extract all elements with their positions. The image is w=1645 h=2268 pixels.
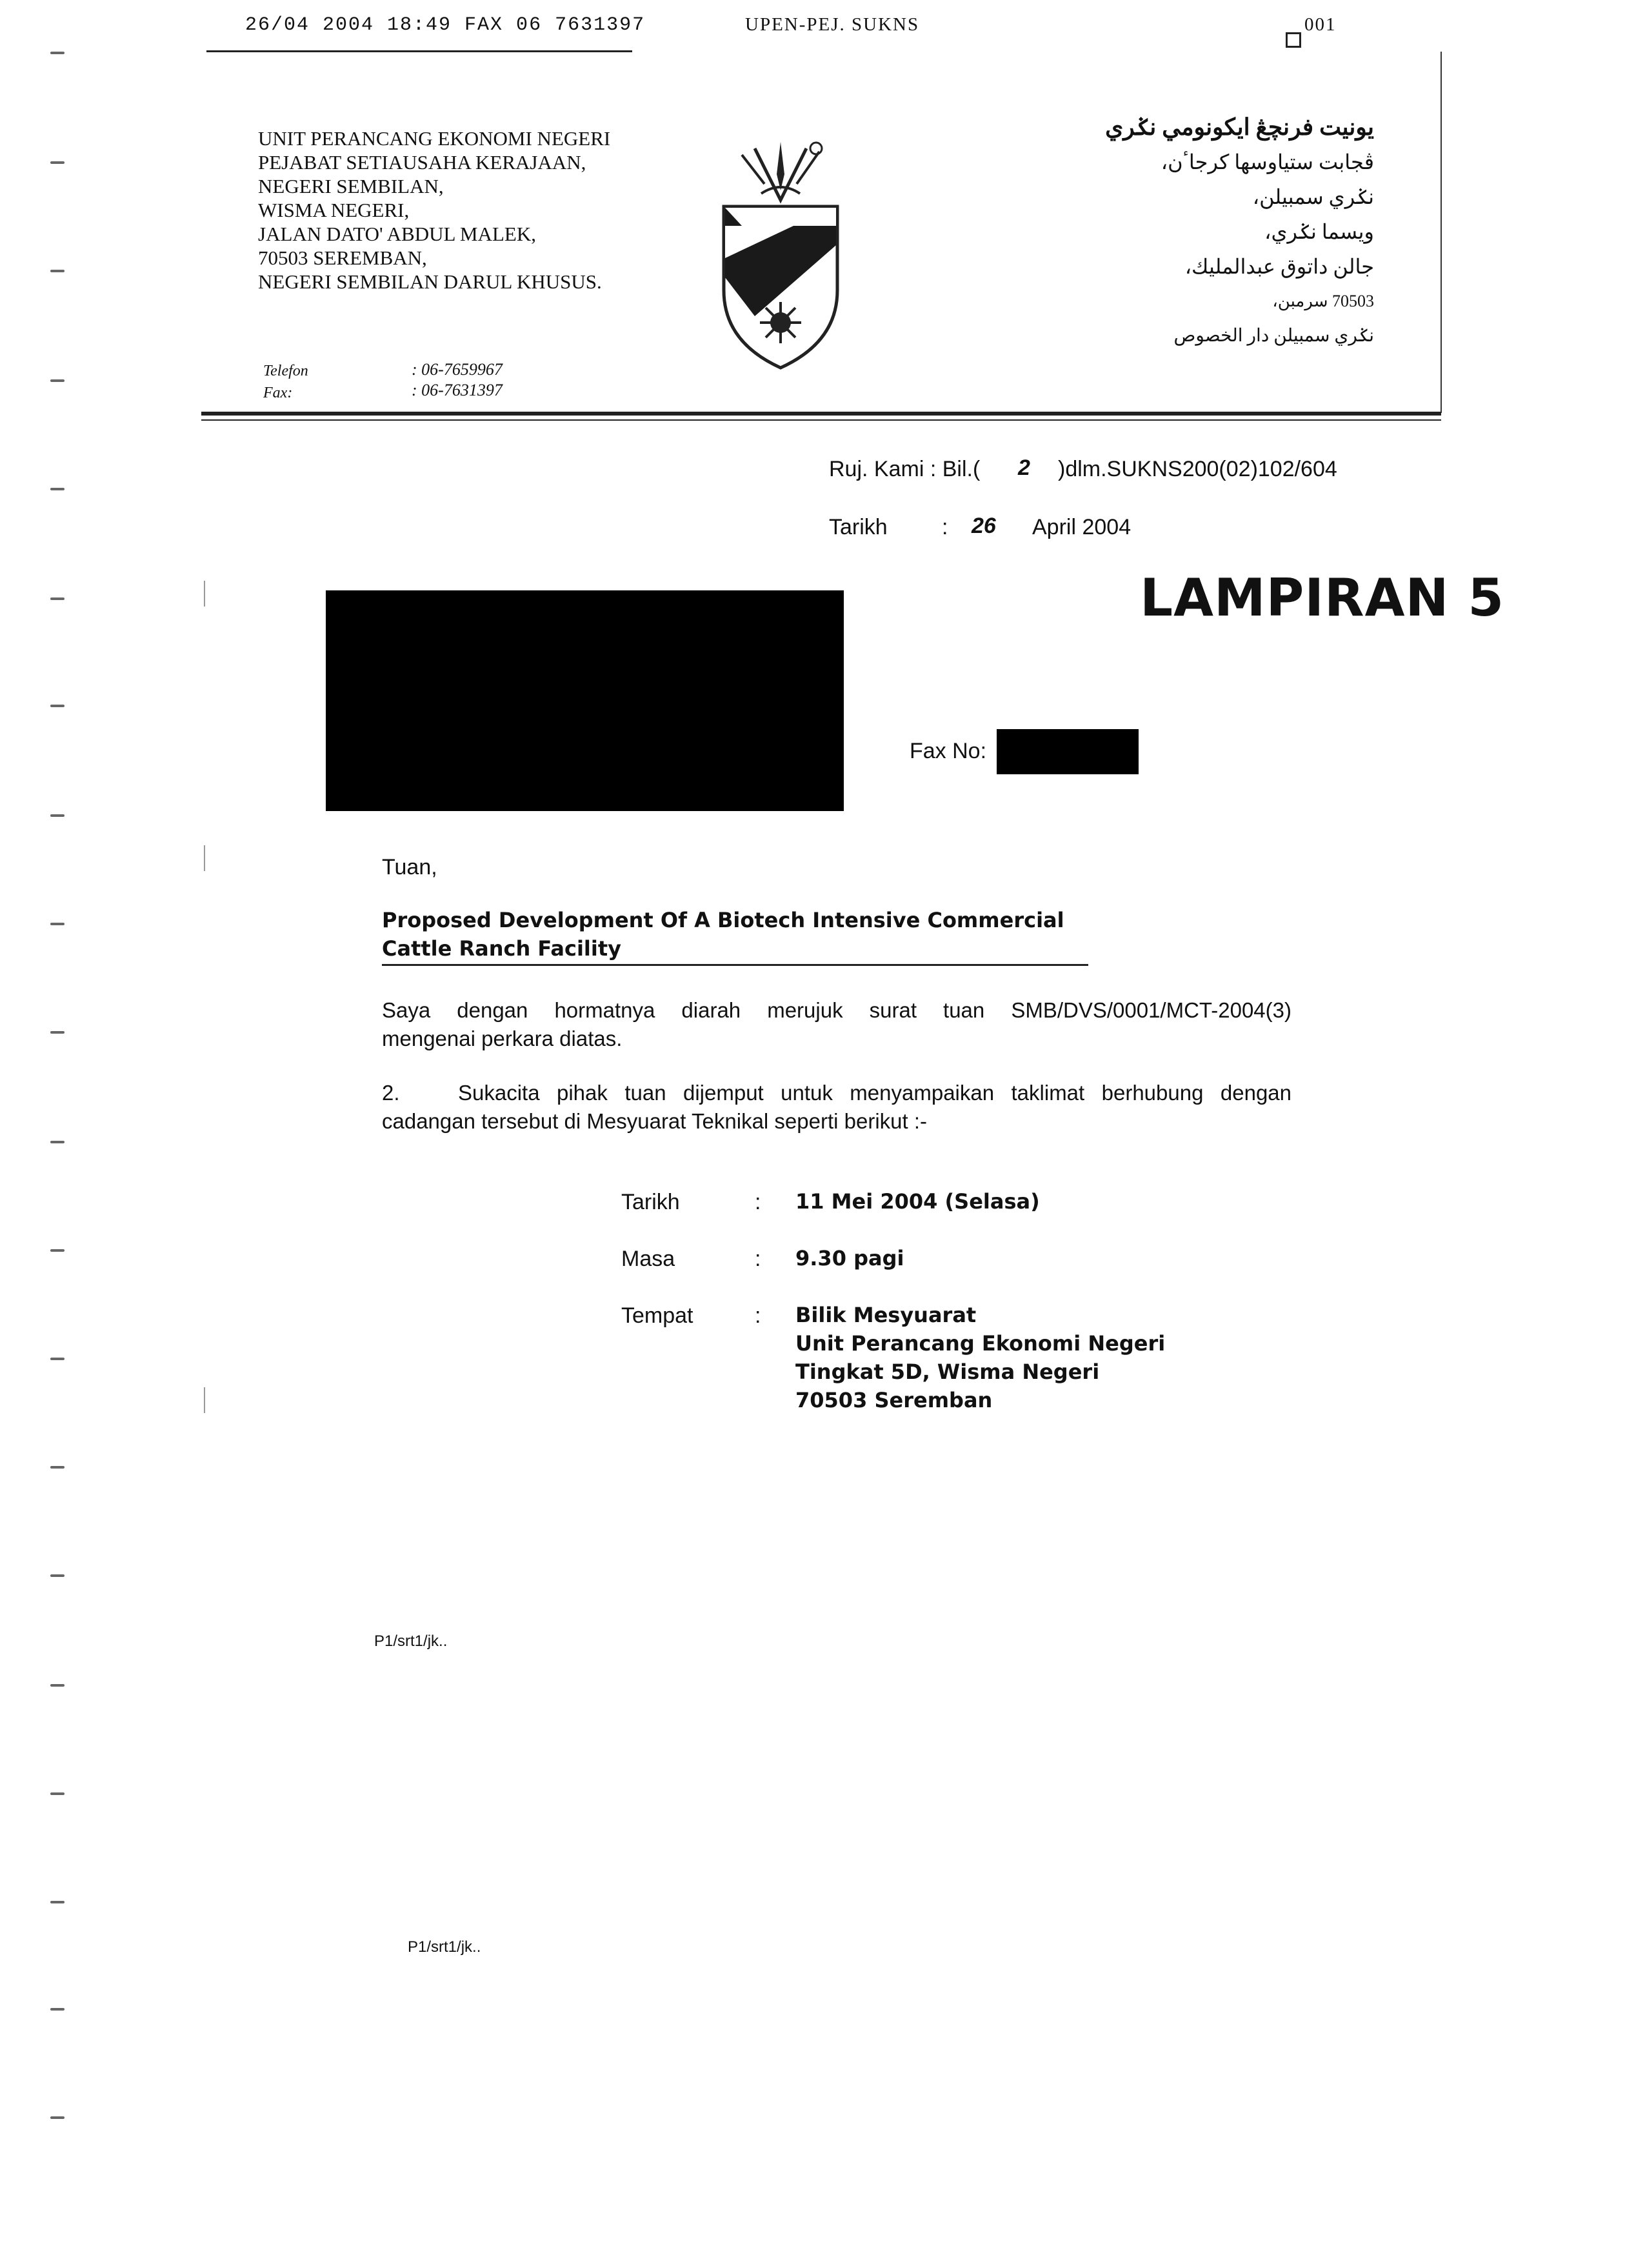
jawi-line: نݢري سمبيلن دار الخصوص: [1173, 326, 1374, 346]
fax-no-label: Fax No:: [910, 739, 987, 763]
binder-hole: [50, 1466, 65, 1469]
binder-hole: [50, 923, 65, 925]
redacted-fax-number: [997, 729, 1139, 774]
meeting-tempat-label: Tempat: [621, 1303, 693, 1328]
tarikh-label: Tarikh: [829, 515, 888, 539]
address-line: NEGERI SEMBILAN DARUL KHUSUS.: [258, 270, 602, 293]
meeting-masa-colon: :: [755, 1247, 761, 1271]
binder-hole: [50, 1792, 65, 1795]
meeting-masa-value: 9.30 pagi: [795, 1246, 904, 1270]
tarikh-colon: :: [942, 515, 948, 539]
meeting-tarikh-value: 11 Mei 2004 (Selasa): [795, 1189, 1040, 1214]
binder-hole: [50, 2116, 65, 2119]
binder-hole: [50, 270, 65, 272]
binder-hole: [50, 488, 65, 490]
footer-ref-1: P1/srt1/jk..: [374, 1632, 448, 1650]
binder-hole: [50, 161, 65, 164]
jawi-line: جالن داتوق عبدالمليك،: [1184, 255, 1374, 278]
letterhead-border: [1441, 52, 1442, 413]
binder-hole: [50, 1358, 65, 1360]
fax-label: Fax:: [263, 385, 293, 401]
letterhead-jawi: [1105, 110, 1374, 354]
tempat-line: 70503 Seremban: [795, 1388, 993, 1412]
tarikh-day: 26: [972, 514, 996, 538]
binder-hole: [50, 597, 65, 600]
binder-hole: [50, 379, 65, 382]
binder-hole: [50, 1684, 65, 1687]
jawi-line: 70503 سرمبن،: [1272, 292, 1374, 310]
binder-hole: [50, 705, 65, 707]
margin-mark: [204, 845, 205, 871]
margin-mark: [204, 1387, 205, 1413]
tempat-line: Bilik Mesyuarat: [795, 1303, 977, 1327]
lampiran-label: LAMPIRAN 5: [1140, 568, 1504, 628]
salutation: Tuan,: [382, 855, 437, 879]
paragraph-1-line-1: Saya dengan hormatnya diarah merujuk surat tuan SMB/DVS/0001/MCT-2004(3): [382, 998, 1291, 1022]
ruj-kami-reference: )dlm.SUKNS200(02)102/604: [1058, 457, 1337, 481]
paragraph-1-line-2: mengenai perkara diatas.: [382, 1027, 623, 1050]
paragraph-2-line-2: cadangan tersebut di Mesyuarat Teknikal seperti berikut :-: [382, 1109, 928, 1133]
tempat-line: Tingkat 5D, Wisma Negeri: [795, 1360, 1100, 1384]
jawi-line: ڤجابت ستياوسها كرجاٴن،: [1161, 150, 1374, 174]
meeting-tarikh-colon: :: [755, 1190, 761, 1214]
address-line: JALAN DATO' ABDUL MALEK,: [258, 223, 536, 245]
address-line: WISMA NEGERI,: [258, 199, 410, 221]
fax-header-rule: [206, 50, 632, 52]
binder-hole: [50, 52, 65, 54]
subject-line-2: Cattle Ranch Facility: [382, 936, 621, 961]
fax-header-left: 26/04 2004 18:49 FAX 06 7631397: [245, 14, 646, 36]
meeting-tempat-address: [795, 1301, 1165, 1414]
letterhead-address: [258, 126, 610, 294]
footer-ref-2: P1/srt1/jk..: [408, 1938, 481, 1956]
jawi-line: يونيت فرنچڠ ايكونومي نݢري: [1105, 114, 1374, 140]
binder-hole: [50, 814, 65, 817]
letterhead-rule: [201, 412, 1441, 416]
address-line: NEGERI SEMBILAN,: [258, 175, 444, 197]
ruj-kami-label: Ruj. Kami : Bil.(: [829, 457, 981, 481]
fax-header-center: UPEN-PEJ. SUKNS: [745, 14, 920, 35]
subject-line-1: Proposed Development Of A Biotech Intensive Commercial: [382, 908, 1064, 932]
margin-mark: [204, 581, 205, 607]
binder-hole: [50, 2008, 65, 2011]
address-line: 70503 SEREMBAN,: [258, 246, 427, 269]
address-line: PEJABAT SETIAUSAHA KERAJAAN,: [258, 151, 586, 174]
tarikh-month-year: April 2004: [1032, 515, 1132, 539]
fax-value: : 06-7631397: [412, 381, 503, 399]
fax-page-icon: [1286, 32, 1301, 48]
binder-hole: [50, 1249, 65, 1252]
binder-hole: [50, 1031, 65, 1034]
ruj-bil-number: 2: [1018, 456, 1030, 480]
jawi-line: نݢري سمبيلن،: [1252, 185, 1374, 208]
binder-hole: [50, 1141, 65, 1143]
binder-hole: [50, 1901, 65, 1903]
tempat-line: Unit Perancang Ekonomi Negeri: [795, 1331, 1166, 1356]
redacted-recipient-address: [326, 590, 844, 811]
state-crest-logo: [716, 129, 845, 387]
paragraph-2-line-1: Sukacita pihak tuan dijemput untuk menyampaikan taklimat berhubung dengan: [458, 1081, 1291, 1105]
fax-header-page: 001: [1304, 14, 1337, 35]
binder-hole: [50, 1574, 65, 1577]
jawi-line: ويسما نݢري،: [1264, 220, 1374, 243]
subject-underline: [382, 964, 1088, 966]
telefon-value: : 06-7659967: [412, 360, 503, 379]
meeting-tarikh-label: Tarikh: [621, 1190, 680, 1214]
meeting-tempat-colon: :: [755, 1303, 761, 1328]
meeting-masa-label: Masa: [621, 1247, 675, 1271]
telefon-label: Telefon: [263, 363, 308, 379]
address-line: UNIT PERANCANG EKONOMI NEGERI: [258, 127, 611, 150]
letterhead-rule-thin: [201, 419, 1441, 421]
paragraph-2-number: 2.: [382, 1081, 400, 1105]
